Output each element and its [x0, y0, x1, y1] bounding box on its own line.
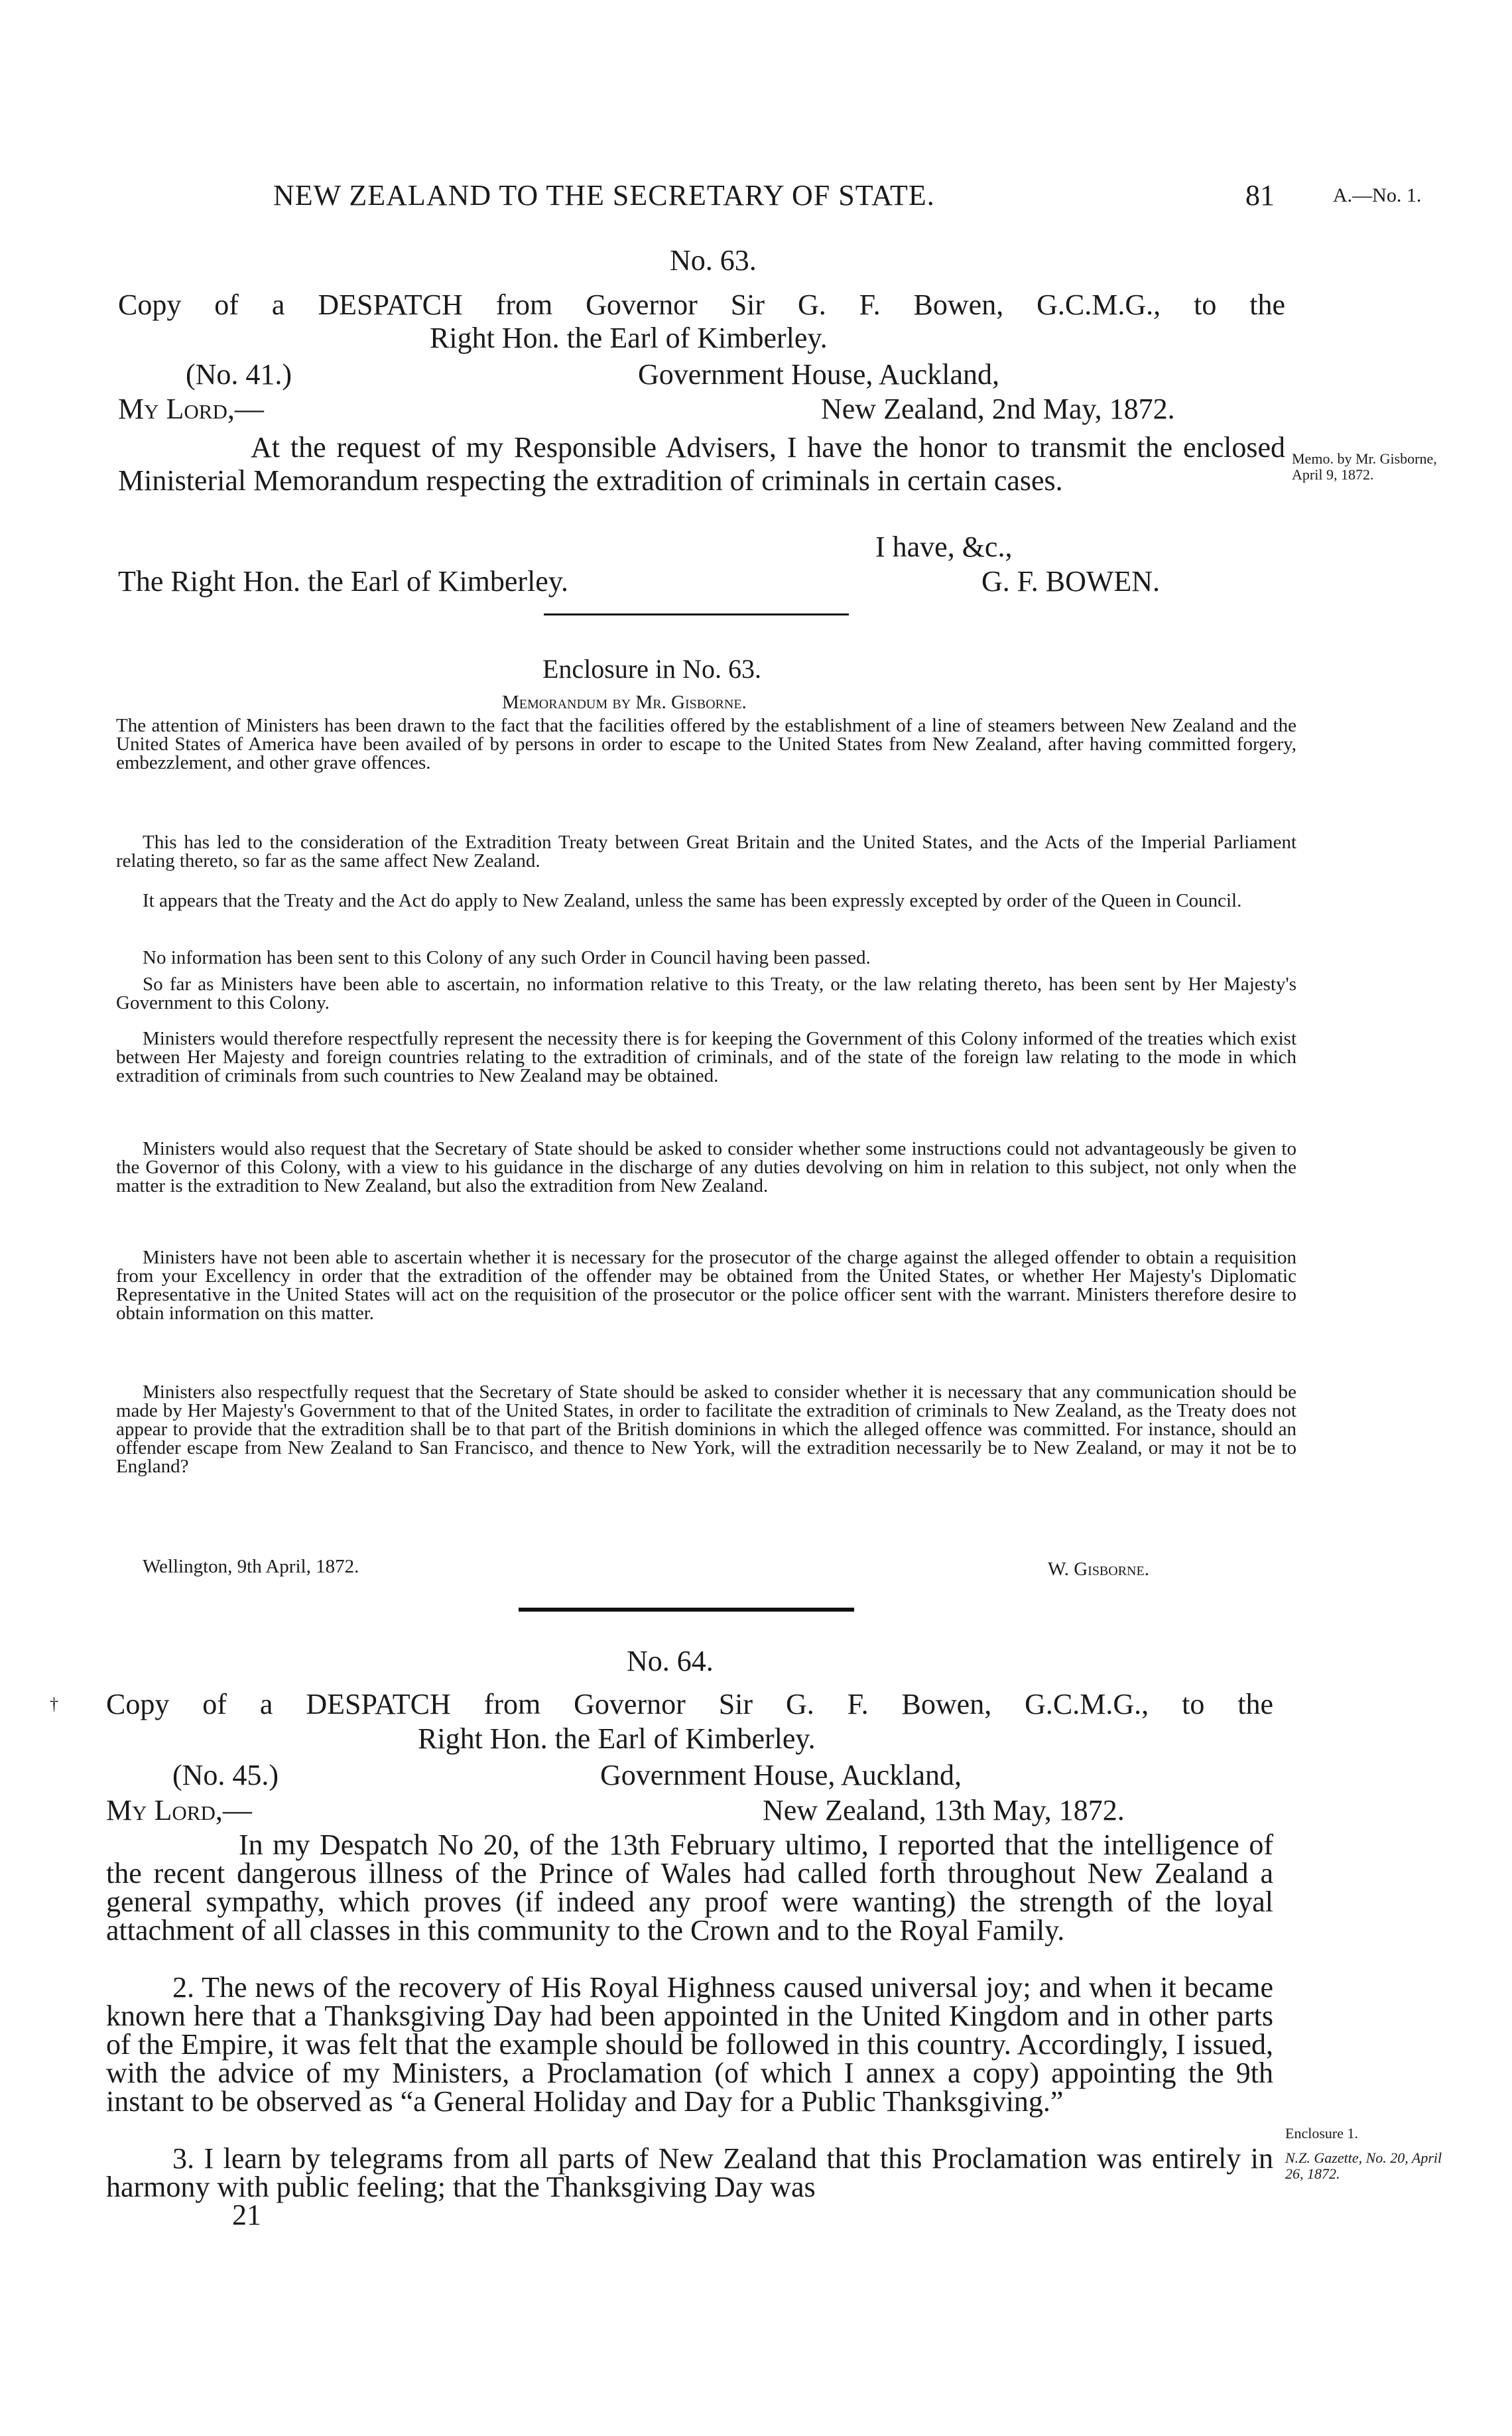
despatch-63-signature: G. F. BOWEN. — [981, 565, 1161, 598]
despatch-63-closing: I have, &c., — [875, 531, 1013, 563]
memo-signature: W. Gisborne. — [1048, 1559, 1149, 1580]
despatch-63-date: New Zealand, 2nd May, 1872. — [821, 393, 1175, 425]
despatch-63-address: Government House, Auckland, — [638, 358, 999, 391]
memo-paragraph-3: It appears that the Treaty and the Act do apply to New Zealand, unless the same has been expressly excepted by order of the Queen in Council. — [143, 890, 1242, 911]
despatch-64-margin-note-gazette: N.Z. Gazette, No. 20, April 26, 1872. — [1285, 2149, 1442, 2182]
despatch-64-margin-note-enclosure: Enclosure 1. — [1285, 2125, 1358, 2142]
despatch-64-title-line2: Right Hon. the Earl of Kimberley. — [418, 1722, 816, 1755]
memo-paragraph-1: The attention of Ministers has been drawn to the fact that the facilities offered by the establishment of a line of steamers between New Zealand and the United States of America have been availed of by persons in order to escape to the United States from New Zealand, after having committed forgery, embezzlement, and other grave offences. — [116, 715, 1296, 773]
despatch-64-paragraph-2: 2. The news of the recovery of His Royal Highness caused universal joy; and when it became known here that a Thanksgiving Day had been appointed in the United Kingdom and in other parts of the Empire, it was felt that the example should be followed in this country. Accordingly, I issued, with the advice of my Ministers, a Proclamation (of which I annex a copy) appointing the 9th instant to be observed as “a General Holiday and Day for a Public Thanksgiving.” — [106, 1971, 1273, 2118]
despatch-64-number: No. 64. — [627, 1645, 714, 1677]
page-number: 81 — [1245, 179, 1275, 212]
enclosure-63-heading: Enclosure in No. 63. — [542, 654, 761, 684]
memo-place-date: Wellington, 9th April, 1872. — [143, 1556, 359, 1577]
memo-paragraph-5: So far as Ministers have been able to ascertain, no information relative to this Treaty, or the law relating thereto, has been sent by Her Majesty's Government to this Colony. — [116, 974, 1296, 1013]
despatch-63-body: At the request of my Responsible Advisers, I have the honor to transmit the enclosed Ministerial Memorandum respecting the extradition of criminals in certain cases. — [118, 431, 1285, 497]
paper-reference: A.—No. 1. — [1333, 184, 1422, 206]
section-divider — [544, 613, 849, 615]
despatch-63-margin-note: Memo. by Mr. Gisborne, April 9, 1872. — [1292, 450, 1437, 483]
despatch-63-title: Copy of a DESPATCH from Governor Sir G. F. Bowen, G.C.M.G., to the — [118, 288, 1285, 321]
signature-mark: 21 — [232, 2199, 261, 2231]
ink-mark: † — [50, 1695, 58, 1714]
memo-paragraph-6: Ministers would therefore respectfully represent the necessity there is for keeping the Government of this Colony informed of the treaties which exist between Her Majesty and foreign countries relating to the extradition of criminals, and of the state of the foreign law relating to the mode in which extradition of criminals from such countries to New Zealand may be obtained. — [116, 1028, 1296, 1086]
running-title: NEW ZEALAND TO THE SECRETARY OF STATE. — [273, 179, 935, 212]
despatch-63-salutation: My Lord,— — [118, 393, 264, 425]
despatch-63-title-line2: Right Hon. the Earl of Kimberley. — [430, 322, 828, 354]
memo-paragraph-4: No information has been sent to this Colony of any such Order in Council having been passed. — [143, 947, 871, 968]
memo-paragraph-9: Ministers also respectfully request that the Secretary of State should be asked to consider whether it is necessary that any communication should be made by Her Majesty's Government to that of the United States, in order to facilitate the extradition of criminals to New Zealand, as the Treaty does not appear to provide that the extradition shall be to that part of the British dominions in which the alleged offence was committed. For instance, should an offender escape from New Zealand to San Francisco, and thence to New York, will the extradition necessarily be to New Zealand, or may it not be to England? — [116, 1381, 1296, 1477]
memo-paragraph-7: Ministers would also request that the Secretary of State should be asked to consider whether some instructions could not advantageously be given to the Governor of this Colony, with a view to his guidance in the discharge of any duties devolving on him in relation to this subject, not only when the matter is the extradition to New Zealand, but also the extradition from New Zealand. — [116, 1138, 1296, 1196]
despatch-64-paragraph-3: 3. I learn by telegrams from all parts of New Zealand that this Proclamation was entirely in harmony with public feeling; that the Thanksgiving Day was — [106, 2142, 1273, 2203]
despatch-64-address: Government House, Auckland, — [600, 1759, 962, 1791]
despatch-63-addressee: The Right Hon. the Earl of Kimberley. — [118, 565, 568, 598]
memo-paragraph-8: Ministers have not been able to ascertain whether it is necessary for the prosecutor of the charge against the alleged offender to obtain a requisition from your Excellency in order that the extradition of the offender may be obtained from the United States, or whether Her Majesty's Diplomatic Representative in the United States will act on the requisition of the prosecutor or the police officer sent with the warrant. Ministers therefore desire to obtain information on this matter. — [116, 1247, 1296, 1324]
section-divider-heavy — [519, 1608, 854, 1612]
despatch-64-title: Copy of a DESPATCH from Governor Sir G. F. Bowen, G.C.M.G., to the — [106, 1688, 1273, 1720]
despatch-63-number: No. 63. — [670, 244, 757, 277]
memo-paragraph-2: This has led to the consideration of the Extradition Treaty between Great Britain and the United States, and the Acts of the Imperial Parliament relating thereto, so far as the same affect New Zealand. — [116, 832, 1296, 871]
despatch-64-date: New Zealand, 13th May, 1872. — [763, 1794, 1125, 1827]
despatch-64-paragraph-1: In my Despatch No 20, of the 13th February ultimo, I reported that the intelligence of the recent dangerous illness of the Prince of Wales had called forth throughout New Zealand a general sympathy, which proves (if indeed any proof were wanting) the strength of the loyal attachment of all classes in this community to the Crown and to the Royal Family. — [106, 1828, 1273, 1947]
despatch-64-salutation: My Lord,— — [106, 1794, 252, 1827]
despatch-63-ref: (No. 41.) — [186, 358, 292, 391]
despatch-64-ref: (No. 45.) — [172, 1759, 279, 1791]
enclosure-63-subheading: Memorandum by Mr. Gisborne. — [502, 692, 747, 713]
